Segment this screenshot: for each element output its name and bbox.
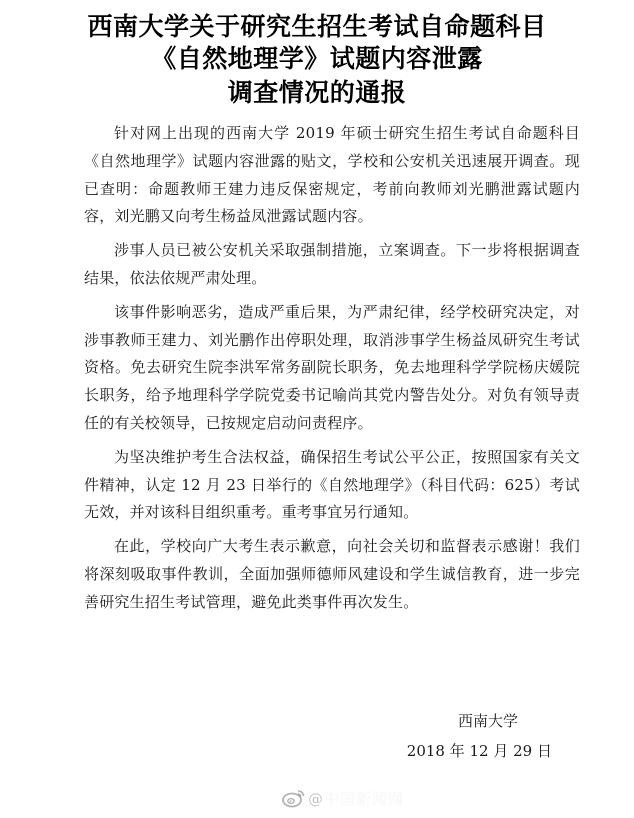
paragraph-5: 在此，学校向广大考生表示歉意，向社会关切和监督表示感谢！我们将深刻吸取事件教训，全面加强师德师风建设和学生诚信教育，进一步完善研究生招生考试管理，避免此类事件再次发生。 [84,537,580,611]
signature-date: 2018 年 12 月 29 日 [406,742,552,760]
signature-org: 西南大学 [457,712,518,730]
title-line-3: 调查情况的通报 [227,78,407,107]
paragraph-4: 为坚决维护考生合法权益，确保招生考试公平公正，按照国家有关文件精神，认定 12 月 23 日举行的《自然地理学》（科目代码：625）考试无效，并对该科目组织重考。重考事宜另行通知。 [84,447,580,522]
watermark [282,786,404,810]
notice-body [84,120,580,623]
watermark-text: @中国新闻网 [308,789,405,808]
paragraph-1: 针对网上出现的西南大学 2019 年硕士研究生招生考试自命题科目《自然地理学》试题内容泄露的贴文，学校和公安机关迅速展开调查。现已查明：命题教师王建力违反保密规定，考前向教师刘光鹏泄露试题内容，刘光鹏又向考生杨益凤泄露试题内容。 [84,124,580,226]
paragraph-2: 涉事人员已被公安机关采取强制措施，立案调查。下一步将根据调查结果，依法依规严肃处理。 [84,241,580,287]
weibo-logo-icon [282,788,306,808]
title-line-1: 西南大学关于研究生招生考试自命题科目 [87,12,547,41]
title-line-2: 《自然地理学》试题内容泄露 [151,44,483,73]
paragraph-3: 该事件影响恶劣，造成严重后果，为严肃纪律，经学校研究决定，对涉事教师王建力、刘光鹏作出停职处理，取消涉事学生杨益凤研究生考试资格。免去研究生院李洪军常务副院长职务，免去地理科学学院杨庆媛院长职务，给予地理科学学院党委书记喻尚其党内警告处分。对负有领导责任的有关校领导，已按规定启动问责程序。 [84,302,580,432]
